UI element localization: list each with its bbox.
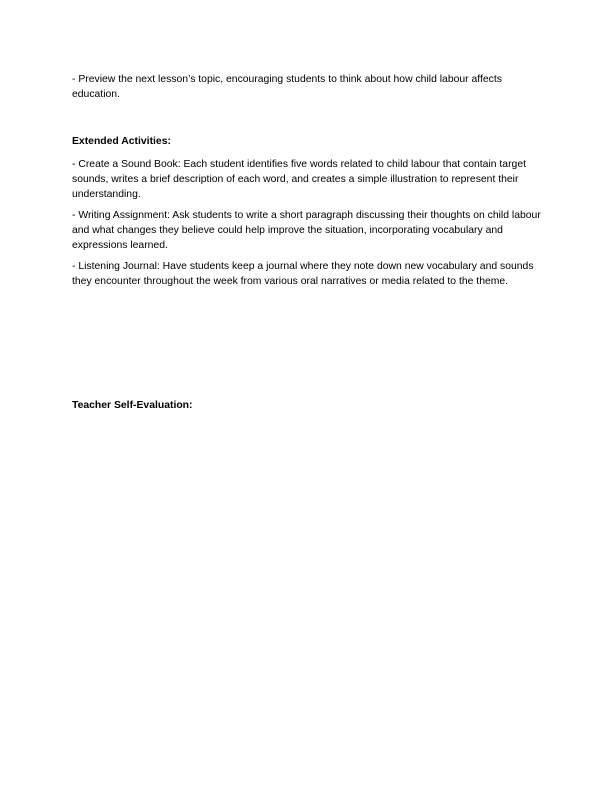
teacher-self-evaluation-heading: Teacher Self-Evaluation:: [72, 400, 193, 411]
intro-paragraph: - Preview the next lesson’s topic, encouraging students to think about how child labour affects education.: [72, 74, 502, 100]
activity-listening-journal: - Listening Journal: Have students keep a journal where they note down new vocabulary and sounds they encounter throughout the week from various oral narratives or media related to the theme.: [72, 261, 534, 287]
activity-sound-book: - Create a Sound Book: Each student identifies five words related to child labour that contain target sounds, writes a brief description of each word, and creates a simple illustration to represent their understanding.: [72, 159, 526, 200]
extended-activities-heading: Extended Activities:: [72, 136, 171, 147]
document-body: [72, 72, 542, 295]
activity-writing-assignment: - Writing Assignment: Ask students to write a short paragraph discussing their thoughts on child labour and what changes they believe could help improve the situation, incorporating vocabulary and expressions learned.: [72, 210, 541, 251]
